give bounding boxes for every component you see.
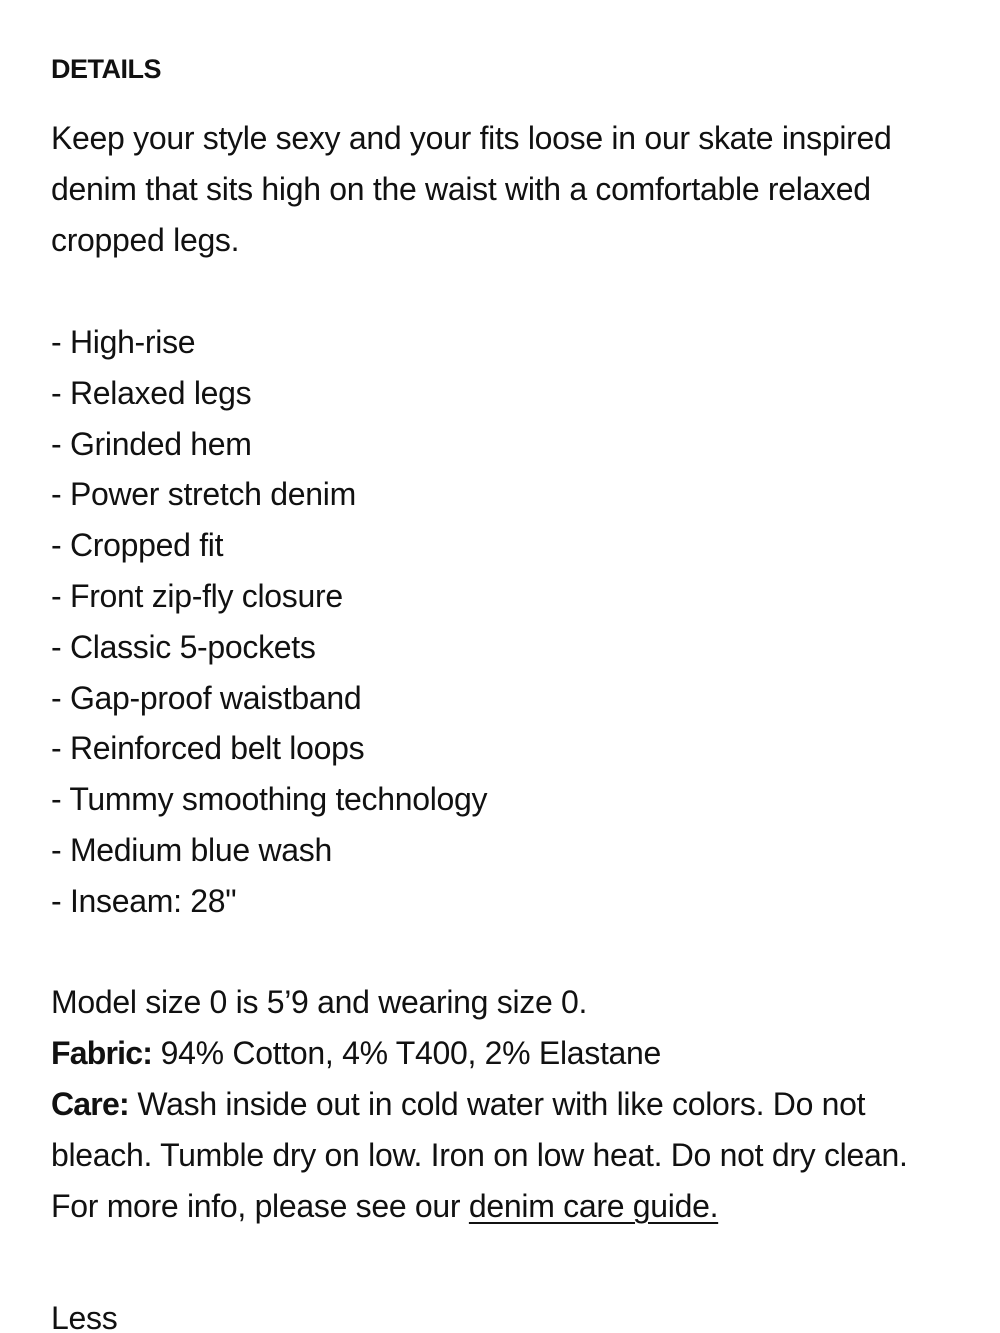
care-info xyxy=(51,1079,951,1232)
show-less-button[interactable]: Less xyxy=(51,1293,117,1333)
product-meta xyxy=(51,977,951,1232)
feature-item: - Front zip-fly closure xyxy=(51,577,343,614)
model-info: Model size 0 is 5’9 and wearing size 0. xyxy=(51,984,588,1020)
care-label: Care: xyxy=(51,1086,129,1122)
fabric-value: 94% Cotton, 4% T400, 2% Elastane xyxy=(152,1035,662,1071)
feature-item: - Cropped fit xyxy=(51,527,224,564)
care-value: Wash inside out in cold water with like colors. Do not bleach. Tumble dry on low. Iron on low heat. Do not dry clean. For more info, please see our xyxy=(51,1086,908,1224)
feature-item: - Tummy smoothing technology xyxy=(51,781,488,818)
feature-item: - Relaxed legs xyxy=(51,374,252,411)
feature-list xyxy=(51,317,487,927)
feature-item: - High-rise xyxy=(51,324,196,360)
feature-item: - Medium blue wash xyxy=(51,831,332,868)
feature-item: - Gap-proof waistband xyxy=(51,679,362,716)
fabric-label: Fabric: xyxy=(51,1035,153,1071)
fabric-info xyxy=(51,1028,951,1079)
feature-item: - Reinforced belt loops xyxy=(51,730,365,767)
feature-item: - Grinded hem xyxy=(51,425,252,462)
feature-item: - Classic 5-pockets xyxy=(51,628,316,665)
product-description: Keep your style sexy and your fits loose in our skate inspired denim that sits high on the waist with a comfortable relaxed cropped legs. xyxy=(51,120,892,258)
feature-item: - Power stretch denim xyxy=(51,476,356,513)
denim-care-guide-link[interactable]: denim care guide. xyxy=(468,1188,719,1224)
feature-item: - Inseam: 28" xyxy=(51,882,237,919)
details-heading: DETAILS xyxy=(51,54,161,84)
